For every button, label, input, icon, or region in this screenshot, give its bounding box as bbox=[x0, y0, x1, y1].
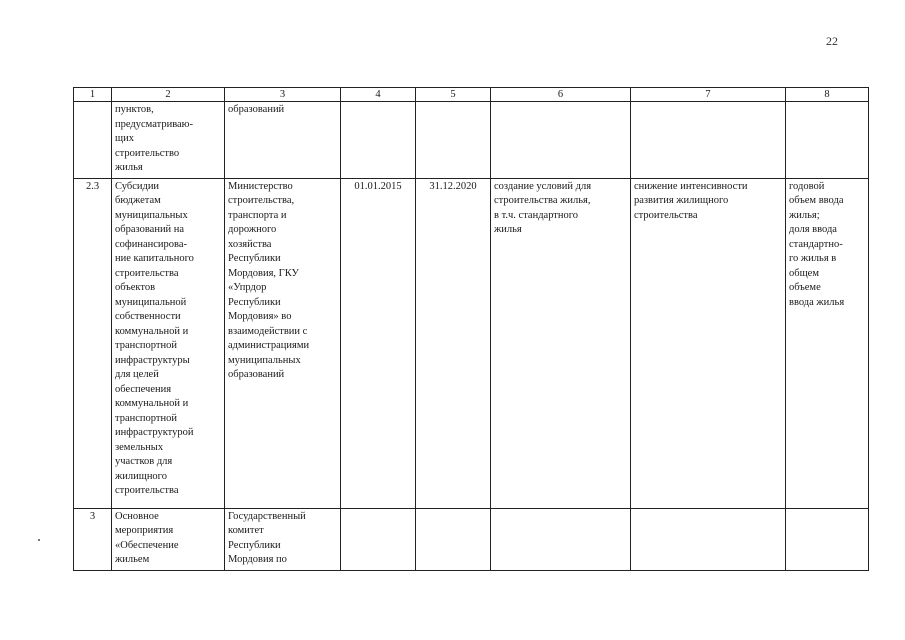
end-date-cell bbox=[416, 508, 491, 570]
column-number: 6 bbox=[491, 88, 631, 102]
column-number: 4 bbox=[341, 88, 416, 102]
table-row bbox=[74, 508, 869, 570]
consequences-cell bbox=[631, 508, 786, 570]
indicator-link-cell: годовой объем ввода жилья; доля ввода стандартно- го жилья в общем объеме ввода жилья bbox=[786, 178, 869, 508]
activity-name-cell: Основное мероприятия «Обеспечение жильем bbox=[112, 508, 225, 570]
start-date-cell bbox=[341, 102, 416, 179]
row-number-cell: 2.3 bbox=[74, 178, 112, 508]
end-date-cell bbox=[416, 102, 491, 179]
column-number: 2 bbox=[112, 88, 225, 102]
column-number: 8 bbox=[786, 88, 869, 102]
consequences-cell bbox=[631, 102, 786, 179]
column-number-row bbox=[74, 88, 869, 102]
end-date-cell: 31.12.2020 bbox=[416, 178, 491, 508]
scan-speck bbox=[38, 539, 40, 541]
column-number: 1 bbox=[74, 88, 112, 102]
executor-cell: образований bbox=[225, 102, 341, 179]
expected-result-cell bbox=[491, 102, 631, 179]
executor-cell: Министерство строительства, транспорта и дорожного хозяйства Республики Мордовия, ГКУ «Упрдор Республики Мордовия» во взаимодействии с администрациями муниципальных образований bbox=[225, 178, 341, 508]
indicator-link-cell bbox=[786, 102, 869, 179]
table-row bbox=[74, 178, 869, 508]
table-row bbox=[74, 102, 869, 179]
expected-result-cell bbox=[491, 508, 631, 570]
column-number: 7 bbox=[631, 88, 786, 102]
start-date-cell: 01.01.2015 bbox=[341, 178, 416, 508]
row-number-cell: 3 bbox=[74, 508, 112, 570]
expected-result-cell: создание условий для строительства жилья, в т.ч. стандартного жилья bbox=[491, 178, 631, 508]
column-number: 5 bbox=[416, 88, 491, 102]
activity-name-cell: пунктов, предусматриваю- щих строительство жилья bbox=[112, 102, 225, 179]
activities-table bbox=[73, 87, 869, 571]
row-number-cell bbox=[74, 102, 112, 179]
consequences-cell: снижение интенсивности развития жилищного строительства bbox=[631, 178, 786, 508]
indicator-link-cell bbox=[786, 508, 869, 570]
activity-name-cell: Субсидии бюджетам муниципальных образований на софинансирова- ние капитального строительства объектов муниципальной собственности коммунальной и транспортной инфраструктуры для целей обеспечения коммунальной и транспортной инфраструктурой земельных участков для жилищного строительства bbox=[112, 178, 225, 508]
executor-cell: Государственный комитет Республики Мордовия по bbox=[225, 508, 341, 570]
page-number: 22 bbox=[826, 34, 838, 48]
start-date-cell bbox=[341, 508, 416, 570]
column-number: 3 bbox=[225, 88, 341, 102]
